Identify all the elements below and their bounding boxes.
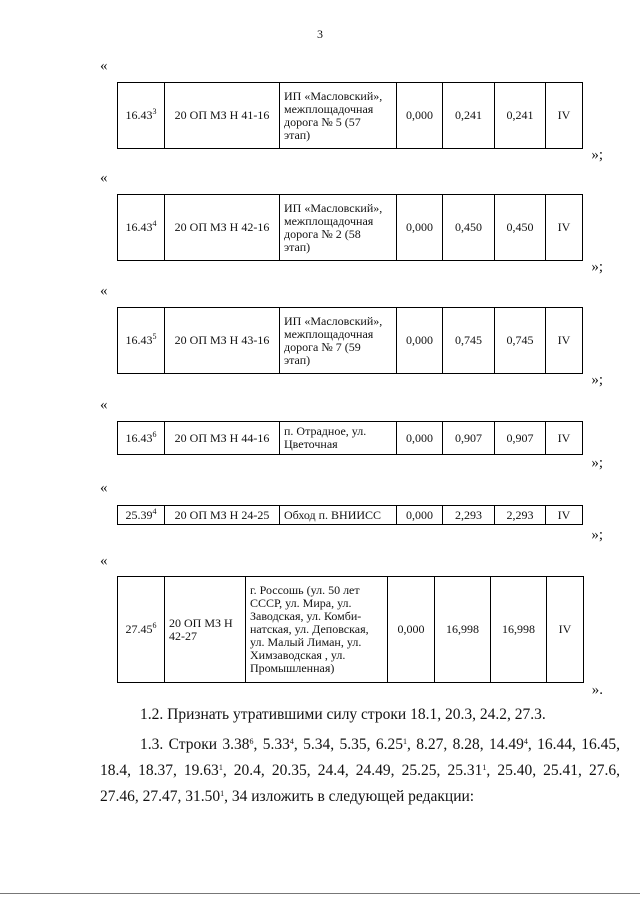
paragraph-1-3: 1.3. Строки 3.38$^6$, 5.33$^4$, 5.34, 5.35, 6.25$^1$, 8.27, 8.28, 14.49$^4$, 16.44, 16.45, 18.4, 18.37, 19.63$^1$, 20.4, 20.35, 24.4, 24.49, 25.25, 25.31$^1$, 25.40, 25.41, 27.6, 27.46, 27.47, 31.50$^1$, 34 изложить в следующей редакции:: [100, 736, 621, 805]
value-start: 0,000: [388, 577, 435, 683]
paragraph-1-2: 1.2. Признать утратившими силу строки 18.1, 20.3, 24.2, 27.3.: [140, 706, 546, 723]
row-number: 27.45$^6$: [118, 577, 165, 683]
value-start: 0,000: [397, 195, 443, 261]
row-table-6: [117, 576, 584, 683]
value-start: 0,000: [397, 308, 443, 374]
page-number: 3: [317, 27, 323, 41]
row-number: 16.43$^5$: [118, 308, 165, 374]
value-end: 0,907: [443, 422, 495, 455]
road-name: ИП «Масловский», межплощадочная дорога № 2 (58 этап): [280, 195, 397, 261]
open-quote: «: [100, 283, 108, 299]
road-category: IV: [546, 308, 583, 374]
road-code: 20 ОП МЗ Н 43-16: [165, 308, 280, 374]
close-quote: »;: [591, 259, 603, 275]
road-name: ИП «Масловский», межплощадочная дорога № 7 (59 этап): [280, 308, 397, 374]
row-number: 16.43$^6$: [118, 422, 165, 455]
close-quote: »;: [591, 455, 603, 471]
open-quote: «: [100, 170, 108, 186]
value-length: 2,293: [495, 506, 546, 525]
value-end: 2,293: [443, 506, 495, 525]
value-length: 0,907: [495, 422, 546, 455]
row-table-4: [117, 421, 583, 455]
value-start: 0,000: [397, 83, 443, 149]
value-end: 16,998: [435, 577, 491, 683]
road-name: г. Россошь (ул. 50 лет СССР, ул. Мира, ул. Заводская, ул. Комби- натская, ул. Деповская, ул. Малый Лиман, ул. Химзаводская , ул. Промышленная): [246, 577, 388, 683]
row-table-2: [117, 194, 583, 261]
road-code: 20 ОП МЗ Н 41-16: [165, 83, 280, 149]
close-quote: ».: [591, 682, 603, 698]
open-quote: «: [100, 397, 108, 413]
road-category: IV: [546, 195, 583, 261]
road-category: IV: [547, 577, 584, 683]
value-length: 0,450: [495, 195, 546, 261]
row-number: 16.43$^3$: [118, 83, 165, 149]
row-table-3: [117, 307, 583, 374]
road-name: п. Отрадное, ул. Цветочная: [280, 422, 397, 455]
close-quote: »;: [591, 372, 603, 388]
open-quote: «: [100, 58, 108, 74]
row-table-5: [117, 505, 583, 525]
row-number: 16.43$^4$: [118, 195, 165, 261]
value-end: 0,745: [443, 308, 495, 374]
value-length: 0,745: [495, 308, 546, 374]
close-quote: »;: [591, 147, 603, 163]
value-length: 16,998: [491, 577, 547, 683]
value-end: 0,450: [443, 195, 495, 261]
close-quote: »;: [591, 527, 603, 543]
road-code: 20 ОП МЗ Н 42-16: [165, 195, 280, 261]
road-name: ИП «Масловский», межплощадочная дорога № 5 (57 этап): [280, 83, 397, 149]
road-code: 20 ОП МЗ Н 44-16: [165, 422, 280, 455]
value-start: 0,000: [397, 422, 443, 455]
road-category: IV: [546, 506, 583, 525]
open-quote: «: [100, 553, 108, 569]
road-code: 20 ОП МЗ Н 24-25: [165, 506, 280, 525]
road-name: Обход п. ВНИИСС: [280, 506, 397, 525]
value-length: 0,241: [495, 83, 546, 149]
value-end: 0,241: [443, 83, 495, 149]
road-category: IV: [546, 83, 583, 149]
page-bottom-rule: [0, 893, 640, 894]
open-quote: «: [100, 480, 108, 496]
row-table-1: [117, 82, 583, 149]
value-start: 0,000: [397, 506, 443, 525]
road-category: IV: [546, 422, 583, 455]
road-code: 20 ОП МЗ Н 42-27: [165, 577, 246, 683]
row-number: 25.39$^4$: [118, 506, 165, 525]
